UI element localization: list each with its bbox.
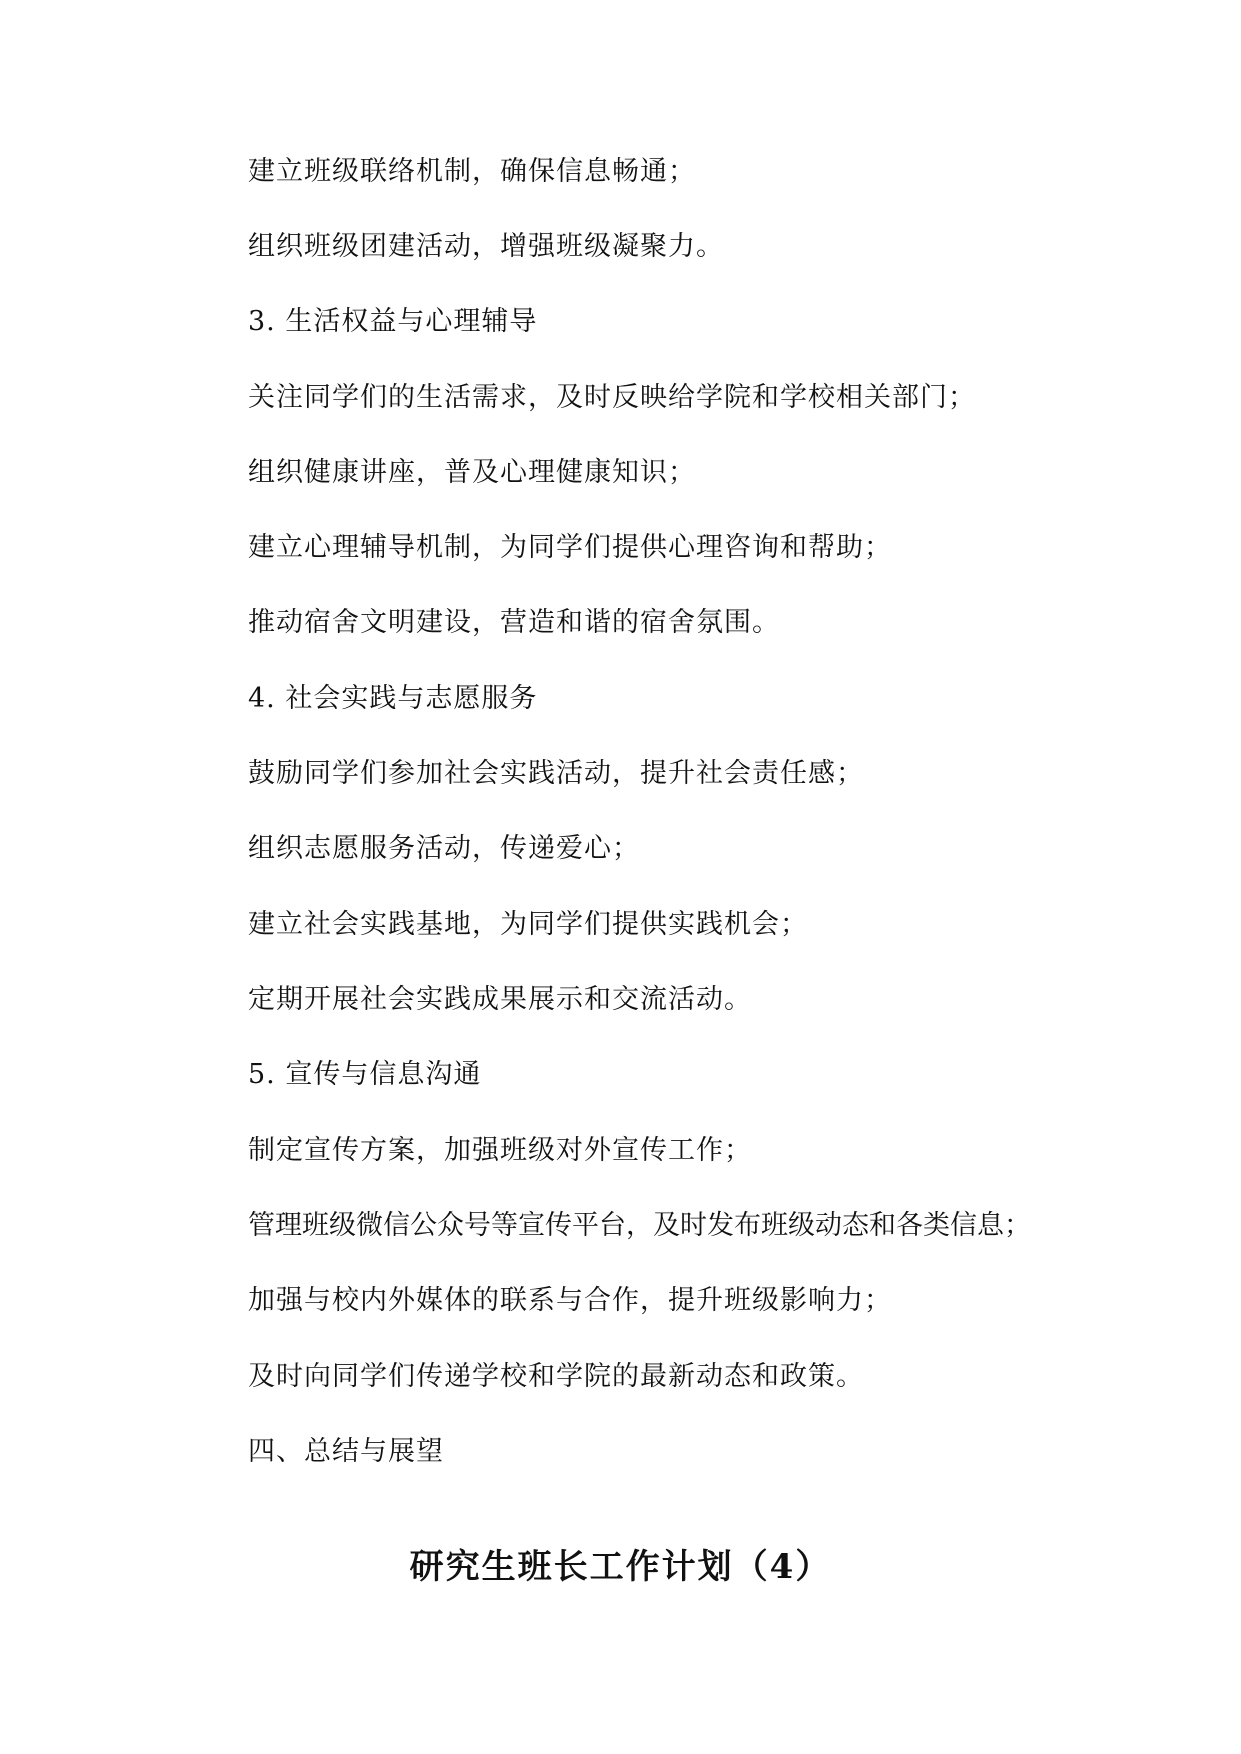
body-line: 及时向同学们传递学校和学院的最新动态和政策。 [248,1361,864,1392]
body-line: 组织志愿服务活动，传递爱心； [248,833,640,864]
body-line: 定期开展社会实践成果展示和交流活动。 [248,984,752,1015]
body-line: 管理班级微信公众号等宣传平台，及时发布班级动态和各类信息； [248,1210,1031,1241]
section-heading: 4. 社会实践与志愿服务 [248,683,538,714]
body-line: 加强与校内外媒体的联系与合作，提升班级影响力； [248,1285,892,1316]
body-line: 制定宣传方案，加强班级对外宣传工作； [248,1135,752,1166]
section-heading: 5. 宣传与信息沟通 [248,1059,482,1090]
body-line: 组织班级团建活动，增强班级凝聚力。 [248,231,724,262]
body-line: 关注同学们的生活需求，及时反映给学院和学校相关部门； [248,382,976,413]
document-title: 研究生班长工作计划（4） [409,1547,832,1587]
body-line: 鼓励同学们参加社会实践活动，提升社会责任感； [248,758,864,789]
section-heading: 四、总结与展望 [248,1436,444,1467]
body-line: 建立心理辅导机制，为同学们提供心理咨询和帮助； [248,532,892,563]
body-line: 组织健康讲座，普及心理健康知识； [248,457,696,488]
section-heading: 3. 生活权益与心理辅导 [248,306,538,337]
body-line: 建立社会实践基地，为同学们提供实践机会； [248,909,808,940]
body-line: 推动宿舍文明建设，营造和谐的宿舍氛围。 [248,607,780,638]
body-line: 建立班级联络机制，确保信息畅通； [248,156,696,187]
